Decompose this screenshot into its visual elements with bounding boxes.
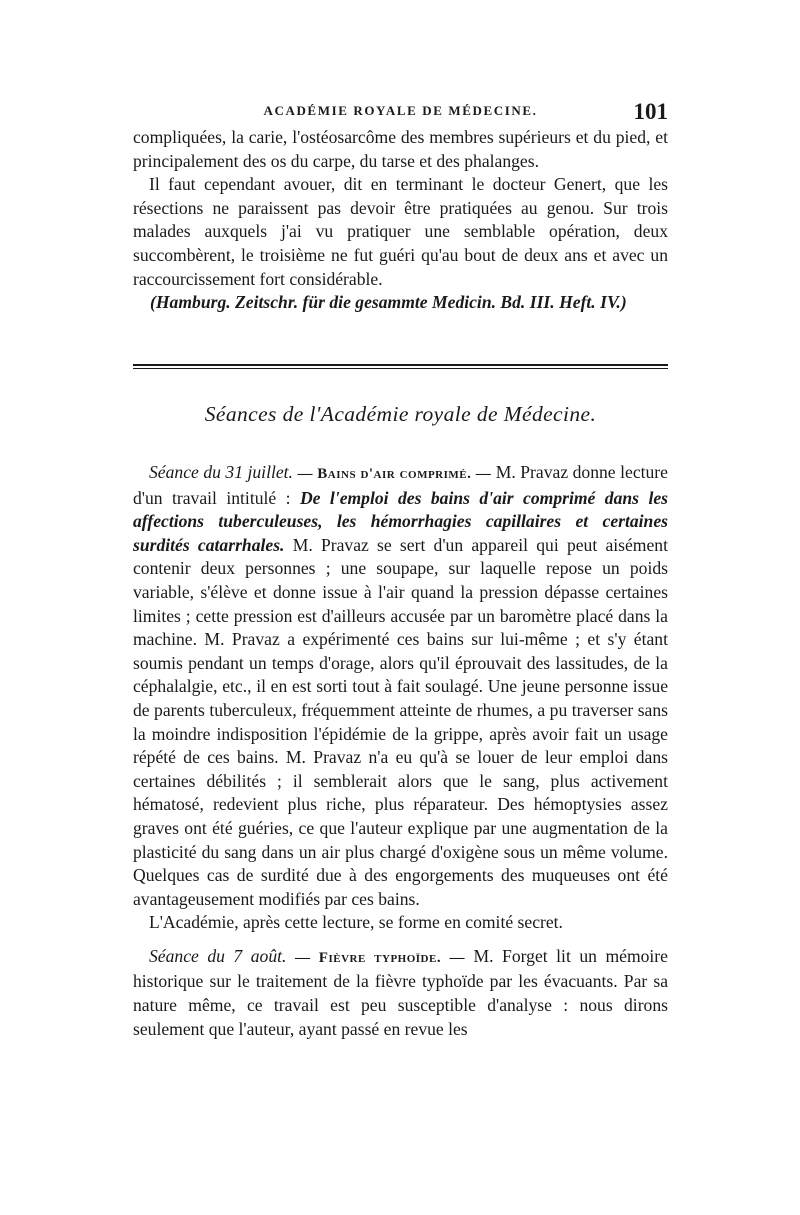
seance-subject: — Fièvre typhoïde. — [294,949,465,966]
page-number: 101 [633,99,668,124]
seance-paragraph [133,945,668,1041]
continuation-text [133,126,668,315]
section-title: Séances de l'Académie royale de Médecine. [204,402,597,426]
work-title: De l'emploi des bains d'air comprimé dans les affections tuberculeuses, les hémorrhagies capillaires et certaines surdités catarrhales. [133,487,668,555]
paragraph: L'Académie, après cette lecture, se forme en comité secret. [149,912,563,933]
section-divider [133,364,668,369]
paragraph: compliquées, la carie, l'ostéosarcôme des membres supérieurs et du pied, et principalement des os du carpe, du tarse et des phalanges. [133,127,668,171]
running-title: ACADÉMIE ROYALE DE MÉDECINE. [263,103,538,118]
citation: (Hamburg. Zeitschr. für die gesammte Medicin. Bd. III. Heft. IV.) [150,292,627,313]
seance-date: Séance du 7 août. [149,945,287,966]
seance-body: M. Pravaz se sert d'un appareil qui peut aisément contenir deux personnes ; une soupape, sur laquelle repose un poids variable, s'élève et donne issue à l'air quand la pression dépasse certaines limites ; cette pression est d'ailleurs accusée par un baromètre placé dans la machine. M. Pravaz a expérimenté ces bains sur lui-même ; et s'y étant soumis pendant un temps d'orage, alors qu'il éprouvait des lassitudes, de la céphalalgie, etc., il en est sorti tout à fait soulagé. Une jeune personne issue de parents tuberculeux, fréquemment atteinte de rhumes, a pu traverser sans la moindre indisposition l'épidémie de la grippe, après avoir fait un usage répété de ces bains. M. Pravaz n'a eu qu'à se louer de leur emploi dans certaines débilités ; il semblerait alors que le sang, plus activement hématosé, redevient plus riche, plus réparateur. Des hémoptysies assez graves ont été guéries, ce que l'auteur explique par une augmentation de la plasticité du sang dans un air plus chargé d'oxigène sous un même volume. Quelques cas de surdité due à des engorgements des muqueuses ont été avantageusement modifiés par ces bains. [133,534,668,909]
running-head [133,99,668,125]
seance-intro: M. Pravaz donne lecture d'un travail intitulé : [133,462,668,508]
seance-subject: — Bains d'air comprimé. — [297,466,492,482]
seances-text [133,461,668,1041]
paragraph: Il faut cependant avouer, dit en terminant le docteur Genert, que les résections ne paraissent pas devoir être pratiquées au genou. Sur trois malades auxquels j'ai vu pratiquer une semblable opération, deux succombèrent, le troisième ne fut guéri qu'au bout de deux ans et avec un raccourcissement fort considérable. [133,174,668,289]
seance-paragraph [133,461,668,911]
seance-body: M. Forget lit un mémoire historique sur le traitement de la fièvre typhoïde par les évacuants. Par sa nature même, ce travail est peu susceptible d'analyse : nous dirons seulement que l'auteur, ayant passé en revue les [133,945,668,1039]
seance-date: Séance du 31 juillet. [149,462,293,482]
